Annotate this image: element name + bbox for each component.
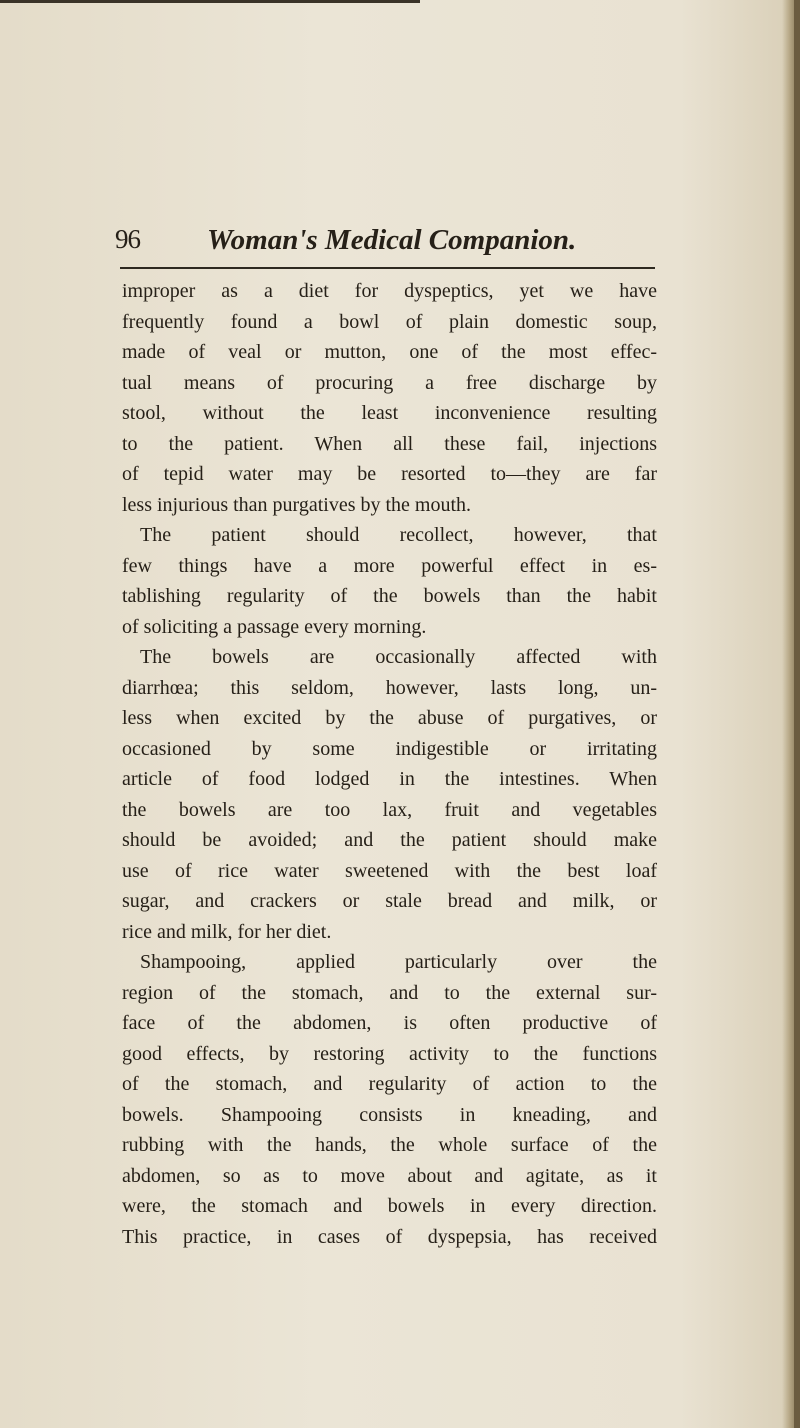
text-line: bowels. Shampooing consists in kneading, and (122, 1103, 657, 1126)
text-line: diarrhœa; this seldom, however, lasts long, un- (122, 676, 657, 699)
text-line: tual means of procuring a free discharge by (122, 371, 657, 394)
text-line: of soliciting a passage every morning. (122, 615, 427, 638)
text-line: use of rice water sweetened with the best loaf (122, 859, 657, 882)
page-number: 96 (115, 224, 140, 254)
text-line: the bowels are too lax, fruit and vegetables (122, 798, 657, 821)
body-text (122, 276, 657, 1252)
text-line: tablishing regularity of the bowels than the habit (122, 585, 657, 607)
text-line: made of veal or mutton, one of the most effec- (122, 341, 657, 363)
text-line: Shampooing, applied particularly over the (140, 951, 657, 973)
text-line: The bowels are occasionally affected with (140, 646, 657, 668)
text-line: should be avoided; and the patient should make (122, 829, 657, 851)
text-line: of tepid water may be resorted to—they are far (122, 463, 657, 485)
text-line: sugar, and crackers or stale bread and milk, or (122, 890, 657, 912)
text-line: stool, without the least inconvenience resulting (122, 402, 657, 424)
top-edge-rule (0, 0, 420, 3)
text-line: The patient should recollect, however, that (140, 524, 657, 546)
text-line: improper as a diet for dyspeptics, yet we have (122, 280, 657, 302)
text-line: article of food lodged in the intestines. When (122, 768, 657, 790)
text-line: This practice, in cases of dyspepsia, has received (122, 1225, 657, 1248)
binding-edge (794, 0, 800, 1428)
text-line: good effects, by restoring activity to the functions (122, 1042, 657, 1065)
text-line: face of the abdomen, is often productive of (122, 1012, 657, 1034)
text-line: few things have a more powerful effect in es- (122, 554, 657, 577)
running-head (115, 224, 655, 264)
running-title: Woman's Medical Companion. (207, 224, 577, 256)
text-line: abdomen, so as to move about and agitate, as it (122, 1164, 657, 1187)
text-line: frequently found a bowl of plain domestic soup, (122, 310, 657, 333)
text-line: rice and milk, for her diet. (122, 920, 332, 943)
text-line: occasioned by some indigestible or irritating (122, 737, 657, 760)
text-line: region of the stomach, and to the external sur- (122, 981, 657, 1004)
text-line: to the patient. When all these fail, injections (122, 432, 657, 455)
text-line: of the stomach, and regularity of action to the (122, 1073, 657, 1095)
text-line: less injurious than purgatives by the mouth. (122, 493, 472, 516)
header-rule (120, 267, 655, 269)
text-line: less when excited by the abuse of purgatives, or (122, 707, 657, 729)
text-line: rubbing with the hands, the whole surface of the (122, 1134, 657, 1156)
text-line: were, the stomach and bowels in every direction. (122, 1195, 657, 1217)
